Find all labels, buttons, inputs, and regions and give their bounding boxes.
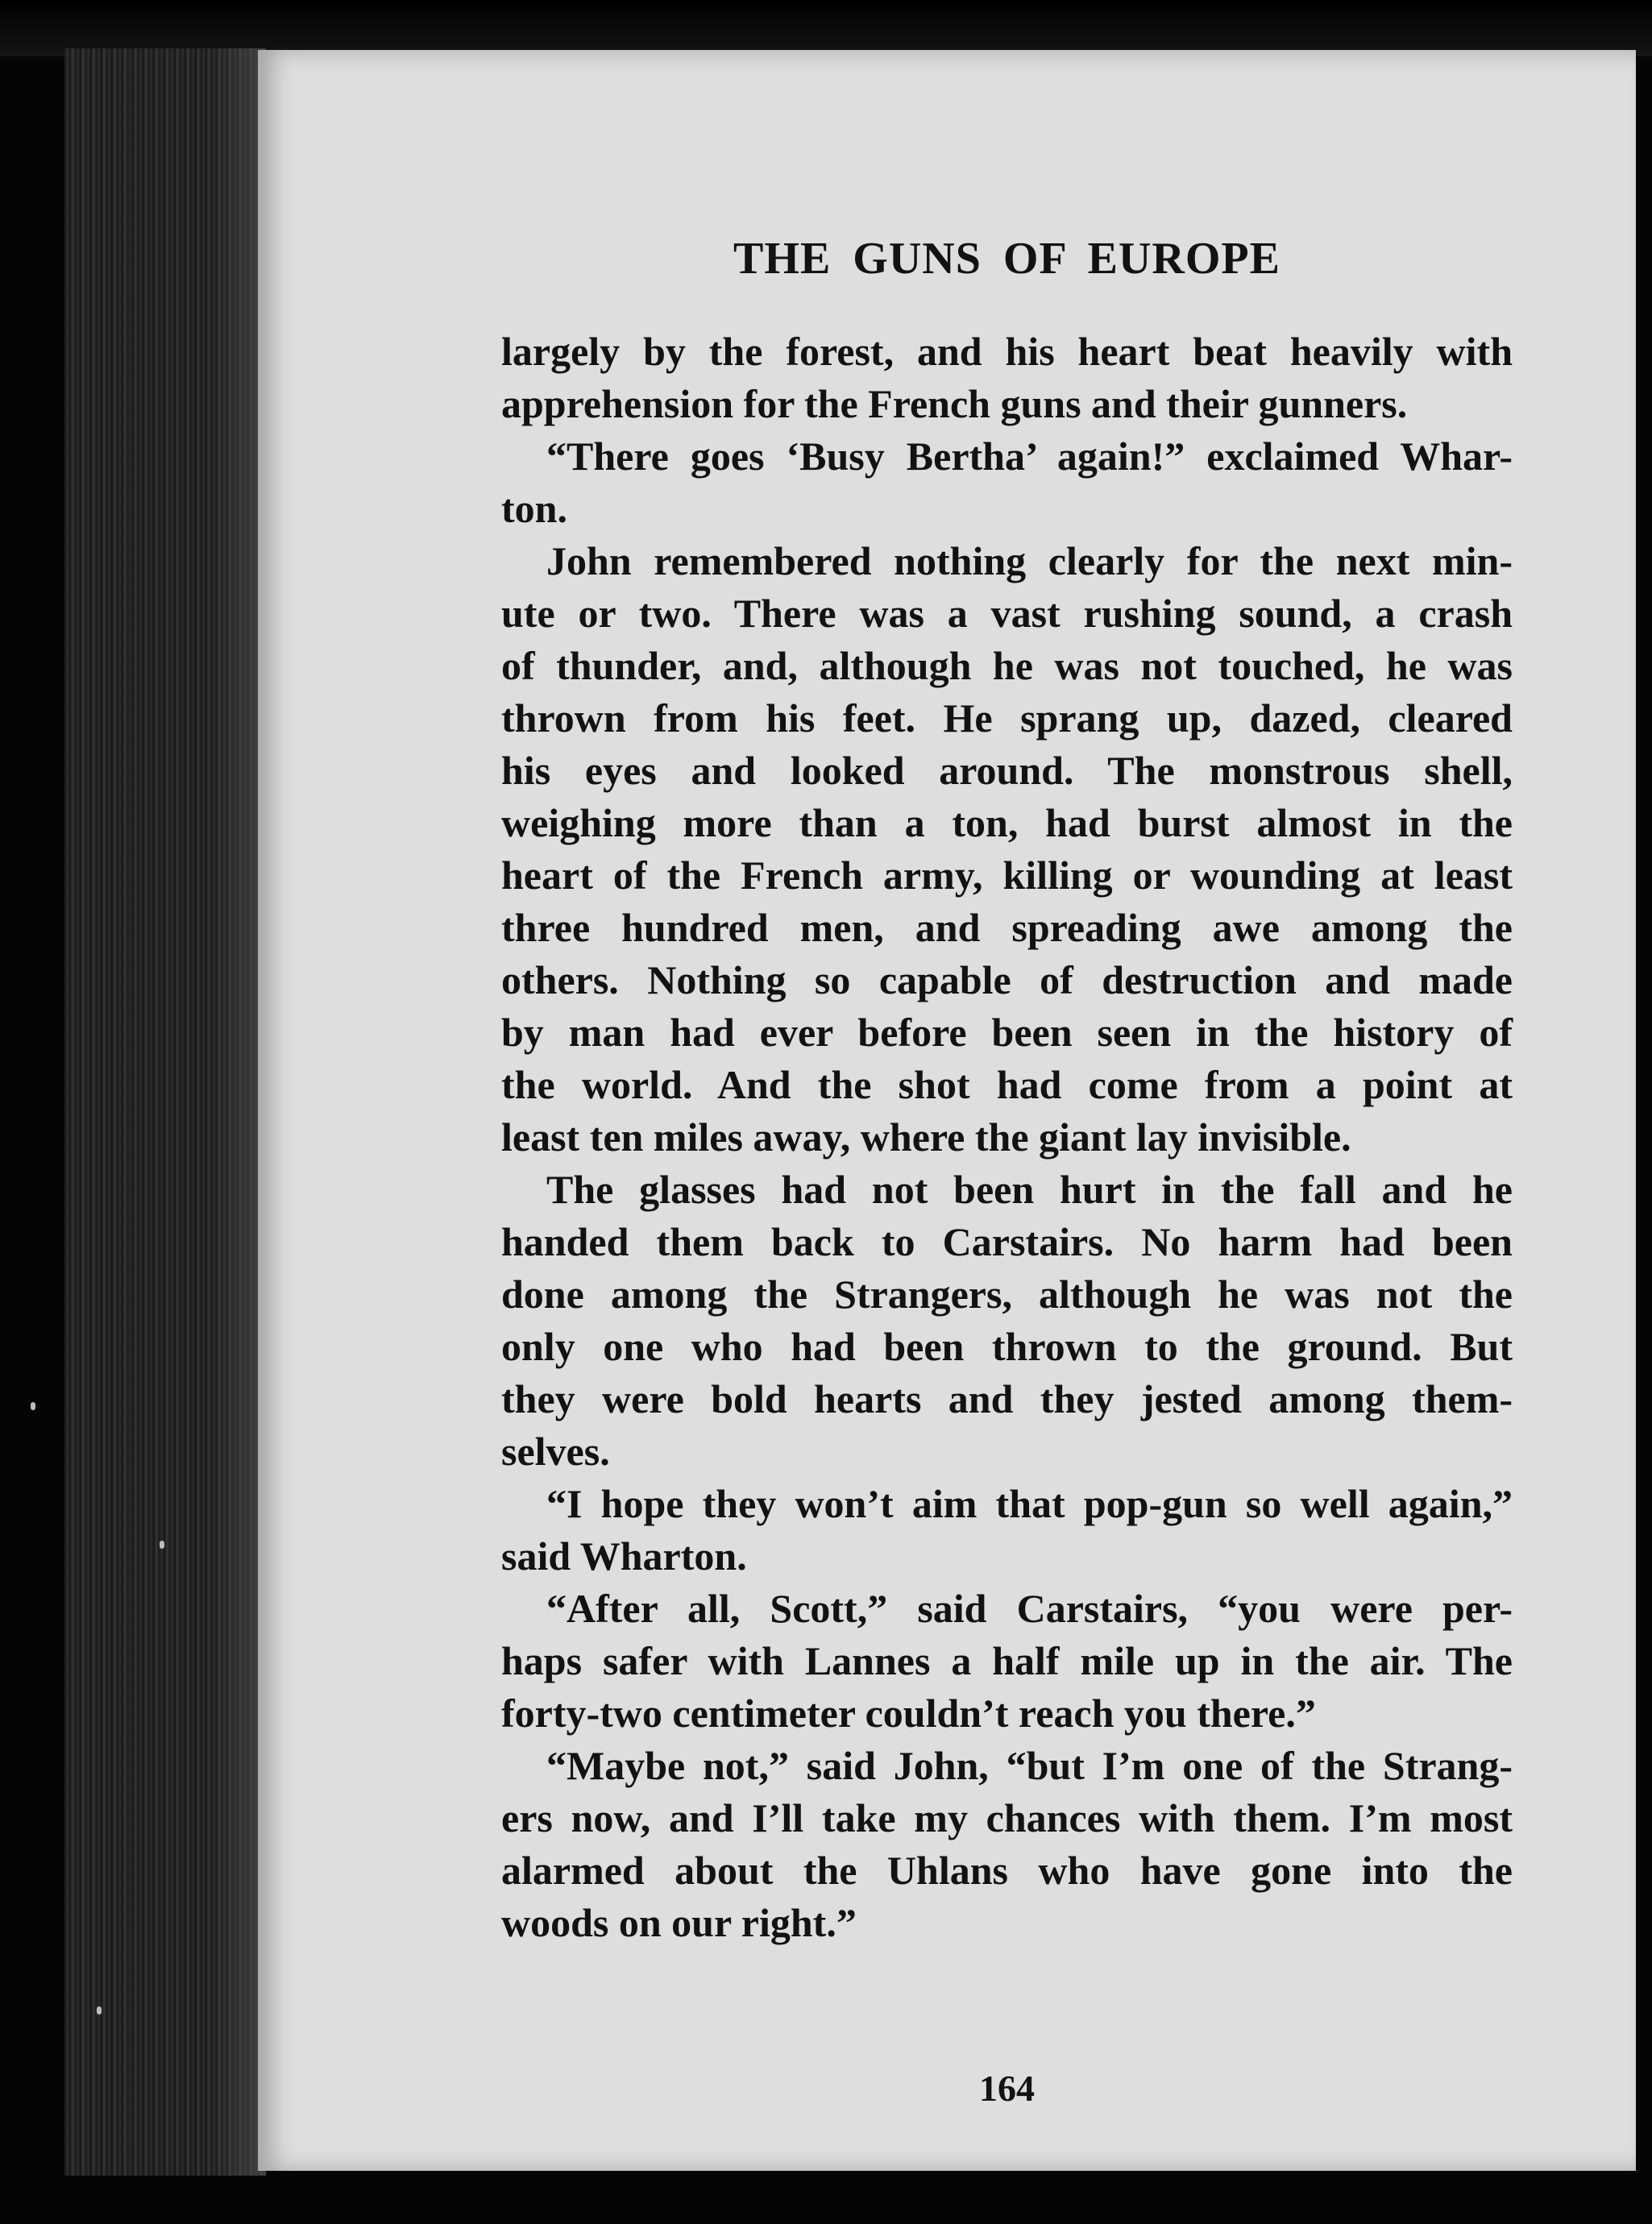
text-line: done among the Strangers, although he was not the [501, 1272, 1513, 1317]
text-line: others. Nothing so capable of destruction and made [501, 957, 1513, 1002]
text-line: forty-two centimeter couldn’t reach you there.” [501, 1691, 1316, 1736]
text-line: by man had ever before been seen in the history of [501, 1010, 1513, 1055]
text-line: ute or two. There was a vast rushing sound, a crash [501, 591, 1513, 636]
book-page [258, 50, 1636, 2171]
text-line: his eyes and looked around. The monstrous shell, [501, 748, 1513, 793]
text-line: “After all, Scott,” said Carstairs, “you were per- [546, 1586, 1513, 1631]
text-line: least ten miles away, where the giant lay invisible. [501, 1114, 1351, 1160]
text-line: thrown from his feet. He sprang up, dazed, cleared [501, 695, 1513, 741]
text-line: “I hope they won’t aim that pop-gun so well again,” [546, 1481, 1513, 1526]
running-head: THE GUNS OF EUROPE [733, 234, 1281, 284]
text-line: woods on our right.” [501, 1900, 857, 1945]
text-line: John remembered nothing clearly for the next min- [546, 538, 1513, 583]
text-line: three hundred men, and spreading awe among the [501, 905, 1513, 950]
text-line: The glasses had not been hurt in the fall and he [546, 1167, 1513, 1212]
text-line: they were bold hearts and they jested among them- [501, 1376, 1513, 1421]
text-line: haps safer with Lannes a half mile up in the air. The [501, 1638, 1513, 1683]
text-line: selves. [501, 1429, 610, 1474]
scan-speck [160, 1541, 164, 1549]
text-line: largely by the forest, and his heart beat heavily with [501, 329, 1513, 374]
text-line: weighing more than a ton, had burst almost in the [501, 800, 1513, 845]
scan-speck [97, 2006, 102, 2014]
text-line: ton. [501, 486, 567, 531]
text-line: the world. And the shot had come from a point at [501, 1062, 1513, 1107]
text-line: of thunder, and, although he was not touched, he was [501, 643, 1513, 688]
page-number: 164 [979, 2068, 1035, 2109]
text-line: “Maybe not,” said John, “but I’m one of the Strang- [546, 1743, 1513, 1788]
text-line: said Wharton. [501, 1533, 747, 1579]
text-line: heart of the French army, killing or wounding at least [501, 853, 1513, 898]
text-line: only one who had been thrown to the ground. But [501, 1324, 1513, 1369]
scan-speck [31, 1402, 35, 1410]
text-line: “There goes ‘Busy Bertha’ again!” exclaimed Whar- [546, 434, 1513, 479]
text-line: apprehension for the French guns and their gunners. [501, 381, 1408, 426]
text-line: handed them back to Carstairs. No harm had been [501, 1219, 1513, 1264]
text-line: alarmed about the Uhlans who have gone into the [501, 1848, 1513, 1893]
text-line: ers now, and I’ll take my chances with them. I’m most [501, 1795, 1513, 1840]
